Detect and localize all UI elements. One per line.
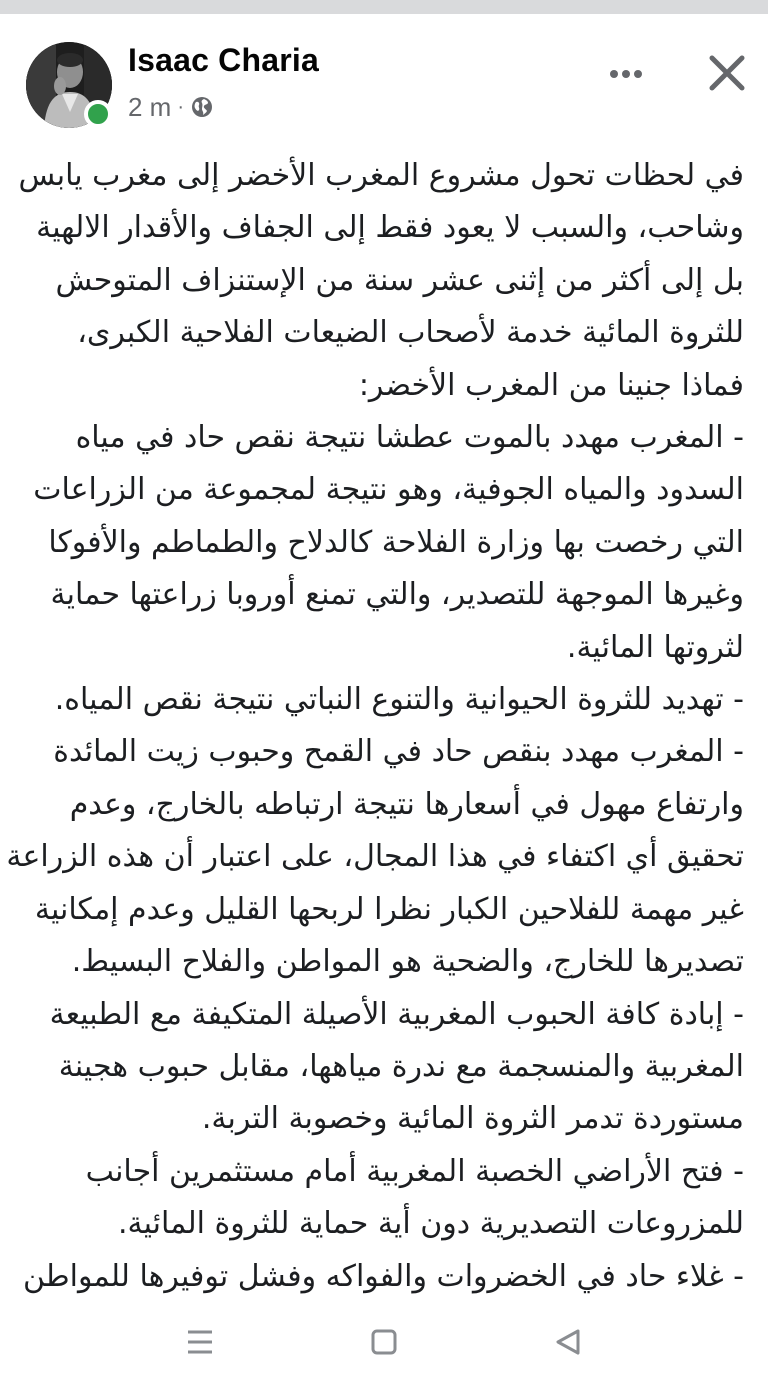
post-text-line: وارتفاع مهول في أسعارها نتيجة ارتباطه بالخارج، وعدم — [69, 786, 744, 822]
post-text-line: للمزروعات التصديرية دون أية حماية للثروة المائية. — [117, 1206, 744, 1242]
menu-lines-icon — [178, 1320, 222, 1364]
more-horizontal-icon — [604, 52, 648, 96]
post-text-line: وشاحب، والسبب لا يعود فقط إلى الجفاف والأقدار الالهية — [36, 210, 744, 246]
post-text-line: - المغرب مهدد بالموت عطشا نتيجة نقص حاد في مياه — [75, 420, 744, 456]
recent-apps-button[interactable] — [178, 1320, 222, 1364]
meta-separator: · — [177, 95, 185, 118]
post-text-line: المغربية والمنسجمة مع ندرة مياهها، مقابل حبوب هجينة — [58, 1048, 744, 1084]
post-header — [0, 14, 768, 144]
post-text-line: - إبادة كافة الحبوب المغربية الأصيلة المتكيفة مع الطبيعة — [49, 996, 744, 1032]
status-bar-strip — [0, 0, 768, 14]
post-text-line: لثروتها المائية. — [566, 629, 744, 665]
post-text-line: - غلاء حاد في الخضروات والفواكه وفشل توفيرها للمواطن — [22, 1258, 744, 1294]
post-text-line: تحقيق أي اكتفاء في هذا المجال، على اعتبار أن هذه الزراعة — [6, 839, 744, 875]
post-text-line: للثروة المائية خدمة لأصحاب الضيعات الفلاحية الكبرى، — [77, 315, 744, 351]
post-text-line: تصديرها للخارج، والضحية هو المواطن والفلاح البسيط. — [71, 944, 744, 980]
post-text-line: - فتح الأراضي الخصبة المغربية أمام مستثمرين أجانب — [85, 1153, 744, 1189]
close-button[interactable] — [702, 48, 752, 98]
more-options-button[interactable] — [604, 52, 648, 96]
home-button[interactable] — [362, 1320, 406, 1364]
back-button[interactable] — [546, 1320, 590, 1364]
post-text-line: التي رخصت بها وزارة الفلاحة كالدلاح والطماطم والأفوكا — [48, 524, 744, 560]
post-text-line: بل إلى أكثر من إثنى عشر سنة من الإستنزاف المتوحش — [55, 262, 744, 298]
post-meta — [128, 90, 214, 124]
post-text-line: السدود والمياه الجوفية، وهو نتيجة لمجموعة من الزراعات — [33, 472, 744, 508]
post-text-line: غير مهمة للفلاحين الكبار نظرا لربحها القليل وعدم إمكانية — [34, 891, 744, 927]
author-name[interactable]: Isaac Charia — [128, 42, 319, 78]
triangle-back-icon — [546, 1320, 590, 1364]
online-status-dot — [84, 100, 112, 128]
post-text — [6, 150, 744, 1355]
post-text-line: فماذا جنينا من المغرب الأخضر: — [358, 367, 744, 403]
globe-icon[interactable] — [190, 95, 214, 119]
post-text-line: - المغرب مهدد بنقص حاد في القمح وحبوب زيت المائدة — [53, 734, 744, 770]
post-text-line: وغيرها الموجهة للتصدير، والتي تمنع أوروبا زراعتها حماية — [50, 577, 744, 613]
post-time[interactable]: 2 m — [128, 91, 172, 122]
post-text-line: في لحظات تحول مشروع المغرب الأخضر إلى مغرب يابس — [18, 158, 744, 193]
square-home-icon — [362, 1320, 406, 1364]
post-text-line: - تهديد للثروة الحيوانية والتنوع النباتي نتيجة نقص المياه. — [54, 682, 744, 718]
close-icon — [702, 48, 752, 98]
system-navigation-bar — [0, 1300, 768, 1386]
post-text-line: مستوردة تدمر الثروة المائية وخصوبة التربة. — [201, 1101, 744, 1137]
